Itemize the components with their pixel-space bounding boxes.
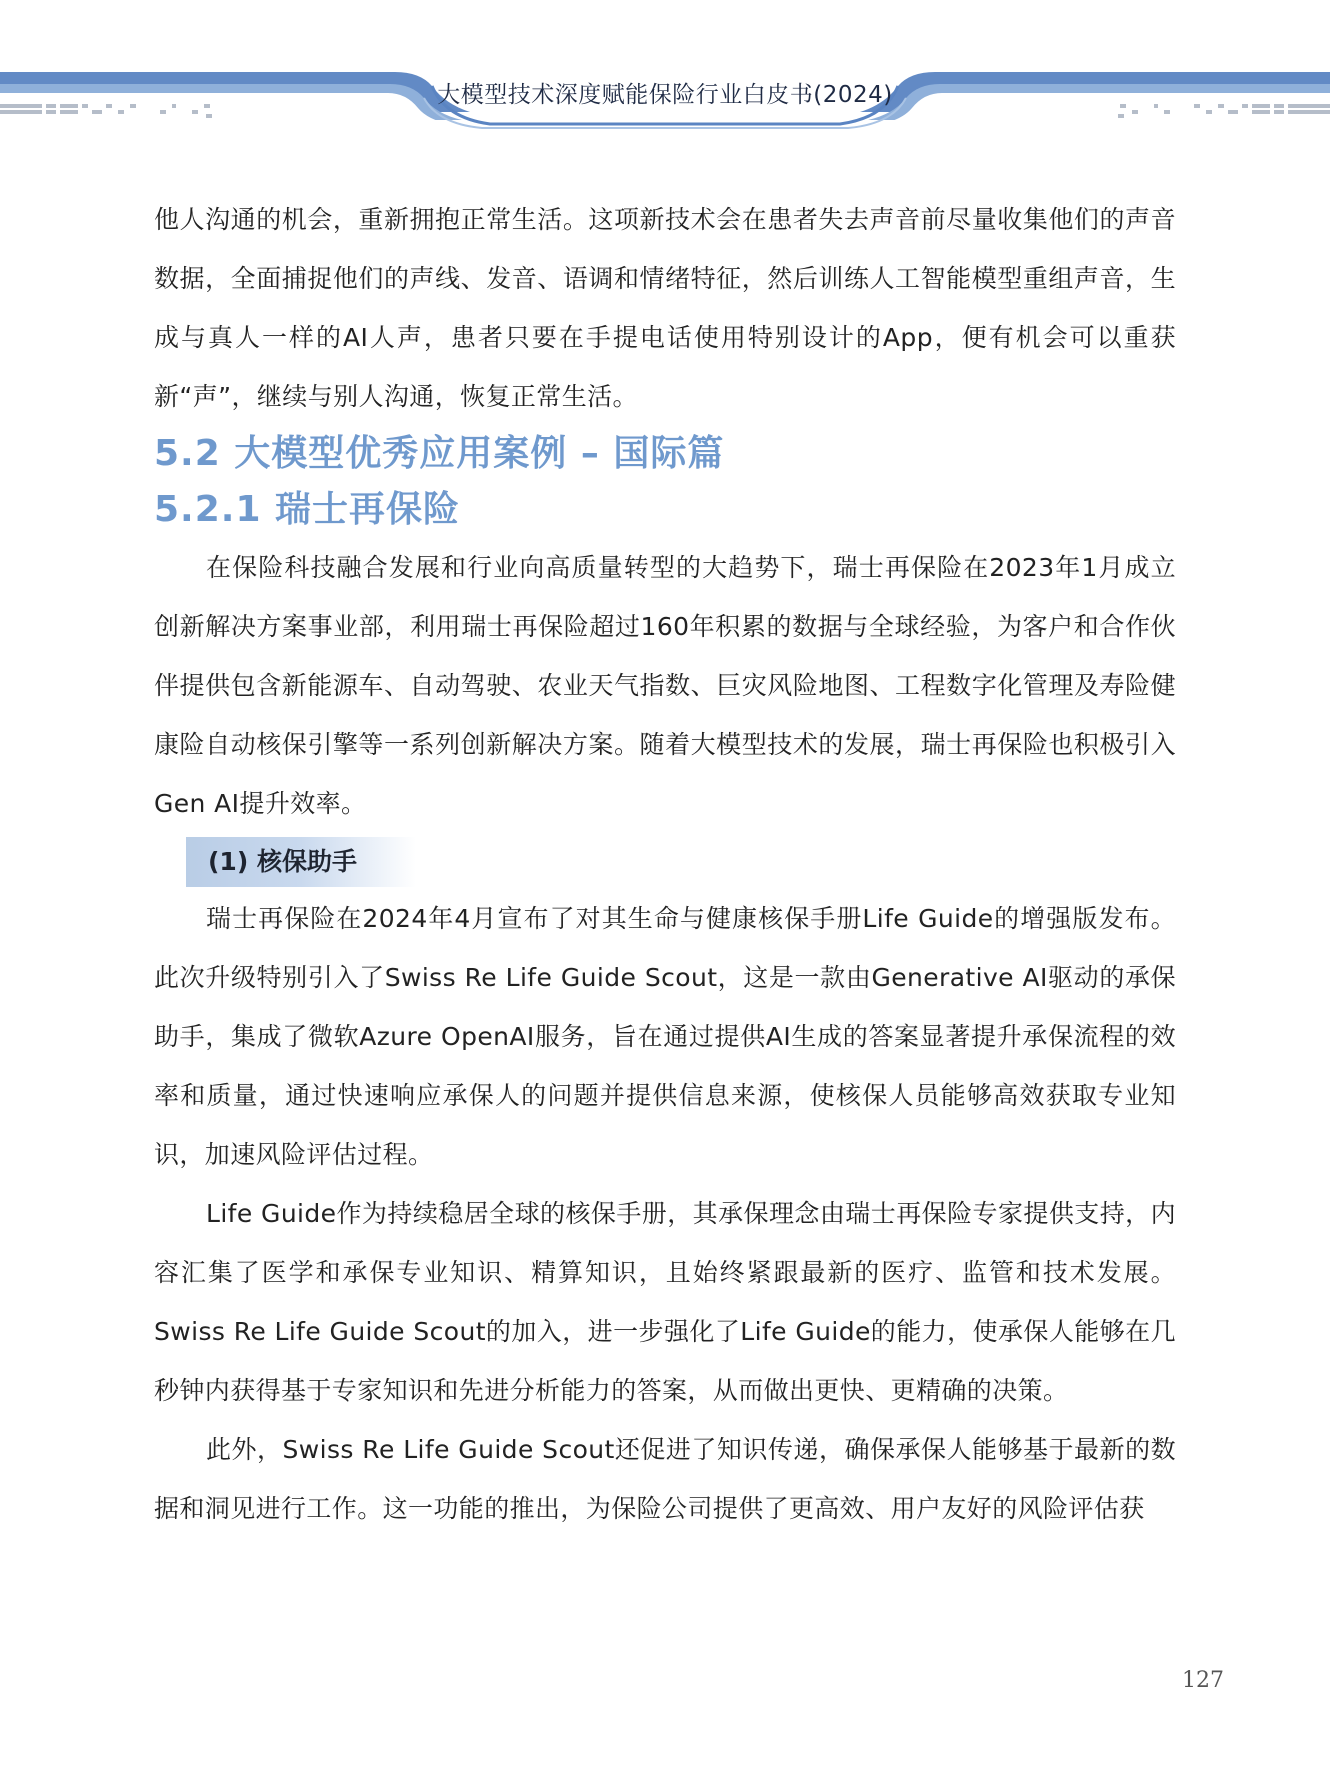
paragraph-swiss-re-overview: 在保险科技融合发展和行业向高质量转型的大趋势下，瑞士再保险在2023年1月成立创新解决方案事业部，利用瑞士再保险超过160年积累的数据与全球经验，为客户和合作伙伴提供包含新能源车、自动驾驶、农业天气指数、巨灾风险地图、工程数字化管理及寿险健康险自动核保引擎等一系列创新解决方案。随着大模型技术的发展，瑞士再保险也积极引入Gen AI提升效率。 — [154, 553, 1176, 818]
page-header — [0, 0, 1330, 140]
subheading-underwriting-assistant: (1) 核保助手 — [186, 837, 416, 887]
paragraph-life-guide-scout: 瑞士再保险在2024年4月宣布了对其生命与健康核保手册Life Guide的增强版发布。此次升级特别引入了Swiss Re Life Guide Scout，这是一款由Generative AI驱动的承保助手，集成了微软Azure OpenAI服务，旨在通过提供AI生成的答案显著提升承保流程的效率和质量，通过快速响应承保人的问题并提供信息来源，使核保人员能够高效获取专业知识，加速风险评估过程。 — [154, 904, 1176, 1169]
section-heading-5-2: 5.2 大模型优秀应用案例 – 国际篇 — [154, 433, 725, 474]
paragraph-knowledge-transfer: 此外，Swiss Re Life Guide Scout还促进了知识传递，确保承保人能够基于最新的数据和洞见进行工作。这一功能的推出，为保险公司提供了更高效、用户友好的风险评估获 — [154, 1435, 1176, 1523]
header-title: 大模型技术深度赋能保险行业白皮书(2024) — [437, 82, 893, 108]
section-heading-5-2-1: 5.2.1 瑞士再保险 — [154, 489, 461, 530]
page-content — [154, 190, 1176, 1538]
header-banner-decoration — [0, 0, 1330, 140]
page-number: 127 — [1182, 1668, 1224, 1693]
paragraph-life-guide: Life Guide作为持续稳居全球的核保手册，其承保理念由瑞士再保险专家提供支持，内容汇集了医学和承保专业知识、精算知识，且始终紧跟最新的医疗、监管和技术发展。Swiss Re Life Guide Scout的加入，进一步强化了Life Guide的能力，使承保人能够在几秒钟内获得基于专家知识和先进分析能力的答案，从而做出更快、更精确的决策。 — [154, 1199, 1176, 1405]
paragraph-intro: 他人沟通的机会，重新拥抱正常生活。这项新技术会在患者失去声音前尽量收集他们的声音数据，全面捕捉他们的声线、发音、语调和情绪特征，然后训练人工智能模型重组声音，生成与真人一样的AI人声，患者只要在手提电话使用特别设计的App，便有机会可以重获新“声”，继续与别人沟通，恢复正常生活。 — [154, 205, 1176, 411]
